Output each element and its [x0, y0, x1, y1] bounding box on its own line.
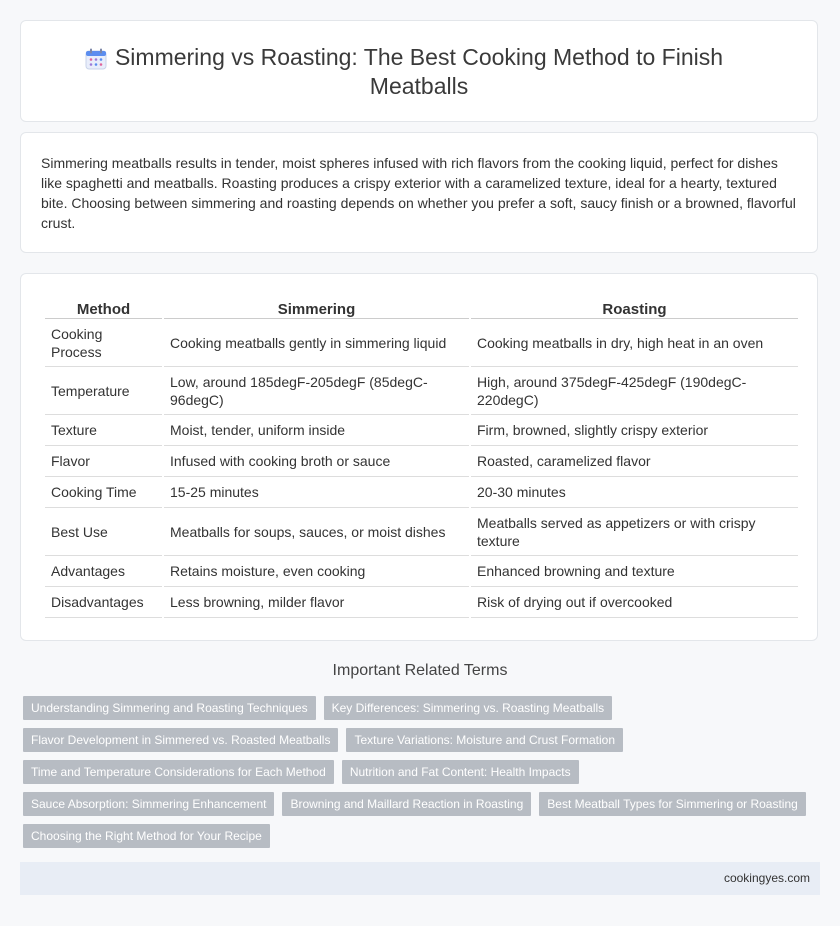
row-label: Cooking Time [45, 477, 162, 508]
comparison-table-card [20, 273, 818, 641]
tag-row [23, 696, 612, 720]
table-row [45, 367, 798, 415]
related-term-tag[interactable]: Key Differences: Simmering vs. Roasting Meatballs [324, 696, 613, 720]
footer [20, 862, 820, 895]
table-row [45, 508, 798, 556]
header-simmering: Simmering [164, 296, 469, 319]
roasting-cell: 20-30 minutes [471, 477, 798, 508]
simmering-cell: 15-25 minutes [164, 477, 469, 508]
table-row [45, 556, 798, 587]
simmering-cell: Meatballs for soups, sauces, or moist dishes [164, 508, 469, 556]
header-roasting: Roasting [471, 296, 798, 319]
page-title-line1: Simmering vs Roasting: The Best Cooking Method to Finish [114, 44, 724, 70]
simmering-cell: Infused with cooking broth or sauce [164, 446, 469, 477]
page-title [21, 43, 817, 101]
footer-site-link[interactable]: cookingyes.com [723, 871, 810, 885]
roasting-cell: Roasted, caramelized flavor [471, 446, 798, 477]
related-term-tag[interactable]: Nutrition and Fat Content: Health Impacts [342, 760, 579, 784]
row-label: Best Use [45, 508, 162, 556]
tag-row [23, 792, 806, 816]
table-row [45, 319, 798, 367]
title-card [20, 20, 818, 122]
simmering-cell: Less browning, milder flavor [164, 587, 469, 618]
roasting-cell: Firm, browned, slightly crispy exterior [471, 415, 798, 446]
roasting-cell: Meatballs served as appetizers or with crispy texture [471, 508, 798, 556]
comparison-table [43, 296, 800, 618]
row-label: Disadvantages [45, 587, 162, 618]
header-method: Method [45, 296, 162, 319]
row-label: Texture [45, 415, 162, 446]
simmering-cell: Moist, tender, uniform inside [164, 415, 469, 446]
table-row [45, 415, 798, 446]
table-header-row [45, 296, 798, 319]
related-term-tag[interactable]: Sauce Absorption: Simmering Enhancement [23, 792, 274, 816]
roasting-cell: Risk of drying out if overcooked [471, 587, 798, 618]
tag-row [23, 760, 579, 784]
simmering-cell: Cooking meatballs gently in simmering liquid [164, 319, 469, 367]
table-row [45, 477, 798, 508]
related-term-tag[interactable]: Best Meatball Types for Simmering or Roasting [539, 792, 806, 816]
roasting-cell: Cooking meatballs in dry, high heat in an oven [471, 319, 798, 367]
roasting-cell: High, around 375degF-425degF (190degC-220degC) [471, 367, 798, 415]
related-terms-heading: Important Related Terms [332, 662, 508, 679]
related-term-tag[interactable]: Flavor Development in Simmered vs. Roasted Meatballs [23, 728, 338, 752]
simmering-cell: Low, around 185degF-205degF (85degC-96degC) [164, 367, 469, 415]
roasting-cell: Enhanced browning and texture [471, 556, 798, 587]
row-label: Temperature [45, 367, 162, 415]
page-title-line2: Meatballs [369, 73, 469, 99]
related-term-tag[interactable]: Understanding Simmering and Roasting Techniques [23, 696, 316, 720]
related-term-tag[interactable]: Choosing the Right Method for Your Recipe [23, 824, 270, 848]
row-label: Advantages [45, 556, 162, 587]
row-label: Cooking Process [45, 319, 162, 367]
intro-paragraph: Simmering meatballs results in tender, moist spheres infused with rich flavors from the cooking liquid, perfect for dishes like spaghetti and meatballs. Roasting produces a crispy exterior with a caramelized texture, ideal for a hearty, textured bite. Choosing between simmering and roasting depends on whether you prefer a soft, saucy finish or a browned, flavorful crust. [41, 155, 796, 231]
simmering-cell: Retains moisture, even cooking [164, 556, 469, 587]
table-row [45, 587, 798, 618]
intro-card [20, 132, 818, 253]
related-term-tag[interactable]: Texture Variations: Moisture and Crust Formation [346, 728, 623, 752]
row-label: Flavor [45, 446, 162, 477]
tag-row [23, 824, 270, 848]
table-row [45, 446, 798, 477]
tag-row [23, 728, 623, 752]
related-term-tag[interactable]: Time and Temperature Considerations for Each Method [23, 760, 334, 784]
related-term-tag[interactable]: Browning and Maillard Reaction in Roasting [282, 792, 531, 816]
